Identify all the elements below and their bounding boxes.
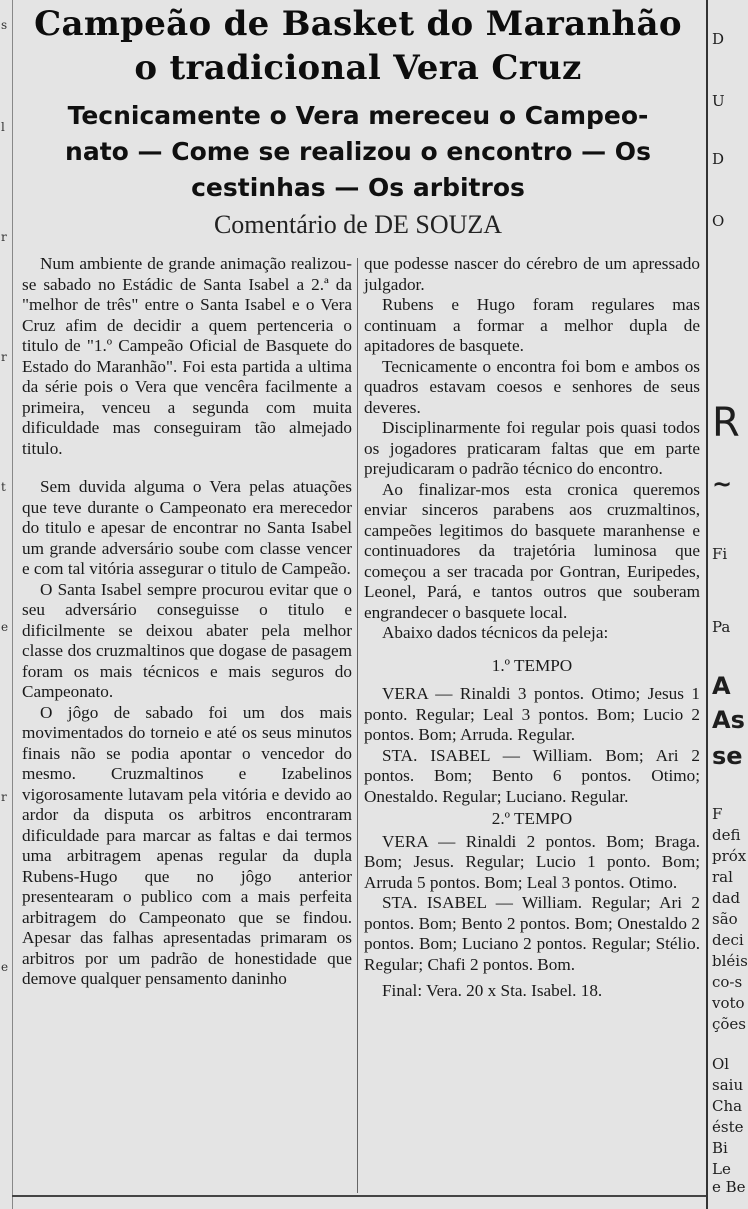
right-margin-fragment: ral (712, 868, 733, 886)
right-margin-fragment: próx (712, 847, 747, 865)
left-margin-fragment: l (1, 120, 5, 134)
right-margin-fragment: O (712, 212, 725, 230)
right-margin-fragment: R (712, 400, 740, 446)
headline-line-1: Campeão de Basket do Maranhão (34, 4, 682, 44)
paragraph: Disciplinarmente foi regular pois quasi todos os jogadores praticaram faltas que em parte prejudicaram o padrão técnico do encontro. (364, 418, 700, 478)
right-margin-fragment: bléis (712, 952, 748, 970)
paragraph: que podesse nascer do cérebro de um apressado julgador. (364, 254, 700, 294)
right-margin-fragment: A (712, 672, 731, 700)
first-half-santa-isabel-stats: STA. ISABEL — William. Bom; Ari 2 pontos. Bom; Bento 6 pontos. Otimo; Onestaldo. Regular; Luciano. Regular. (364, 745, 700, 806)
right-margin-fragment: éste (712, 1118, 744, 1136)
paragraph: Num ambiente de grande animação realizou-se sabado no Estádic de Santa Isabel a 2.ª da "melhor de três" entre o Santa Isabel e o Vera Cruz afim de decidir a quem pertenceria o titulo de "1.º Campeão Oficial de Basquete do Estado do Maranhão". Foi esta partida a ultima da série pois o Vera que vencêra facilmente a primeira, venceu a segunda com muita dificuldade mas conseguiram tão almejado titulo. (22, 254, 352, 458)
right-margin-fragment: dad (712, 889, 741, 907)
right-margin-fragment: saiu (712, 1076, 744, 1094)
left-margin-fragment: s (1, 18, 8, 32)
paragraph: Sem duvida alguma o Vera pelas atuações que teve durante o Campeonato era merecedor do titulo e apesar de encontrar no Santa Isabel um grande adversário soube com classe vencer e com tal vitória assegurar o titulo de Campeão. (22, 477, 352, 578)
paragraph: O jôgo de sabado foi um dos mais movimentados do torneio e até os seus minutos finais não se podia apontar o vencedor do mesmo. Cruzmaltinos e Izabelinos vigorosamente lutavam pela vitória e devido ao ardor da disputa os arbitros encontraram dificuldade para marcar as faltas e dai termos uma arbitragem apenas regular da dupla Rubens-Hugo que no jôgo anterior presentearam o publico com a mais perfeita arbitragem do Campeonato que se findou. Apesar das falhas apresentadas primaram os arbitros por um padrão de honestidade que demove qualquer pensamento daninho (22, 702, 352, 988)
first-half-vera-stats: VERA — Rinaldi 3 pontos. Otimo; Jesus 1 ponto. Regular; Leal 3 pontos. Bom; Lucio 2 pontos. Bom; Arruda. Regular. (364, 684, 700, 744)
column-divider (357, 258, 358, 1193)
paragraph: Abaixo dados técnicos da peleja: (382, 623, 609, 642)
right-margin-fragment: defi (712, 826, 741, 844)
headline (14, 2, 702, 90)
second-half-santa-isabel-stats: STA. ISABEL — William. Regular; Ari 2 pontos. Bom; Bento 2 pontos. Bom; Onestaldo 2 pontos. Bom; Luciano 2 pontos. Regular; Stélio. Regular; Chafi 2 pontos. Bom. (364, 893, 700, 974)
right-margin-fragment: deci (712, 931, 744, 949)
right-margin-fragment: Cha (712, 1097, 743, 1115)
right-margin-fragment: Le (712, 1160, 731, 1178)
left-margin-fragment: r (1, 350, 7, 364)
first-half-heading: 1.º TEMPO (491, 655, 573, 675)
right-margin-fragment: voto (712, 994, 745, 1012)
right-margin-fragment: Fi (712, 545, 728, 563)
paragraph: Rubens e Hugo foram regulares mas continuam a formar a melhor dupla de apitadores de basquete. (364, 295, 700, 355)
right-margin-fragment: D (712, 30, 725, 48)
final-score: Final: Vera. 20 x Sta. Isabel. 18. (382, 981, 603, 1000)
left-margin-fragment: r (1, 230, 7, 244)
second-half-vera-stats: VERA — Rinaldi 2 pontos. Bom; Braga. Bom; Jesus. Regular; Lucio 1 ponto. Bom; Arruda 5 pontos. Bom; Leal 3 pontos. Otimo. (364, 831, 700, 892)
right-margin-fragment: co-s (712, 973, 743, 991)
bottom-rule (12, 1195, 706, 1197)
left-margin-fragment: e (1, 960, 9, 974)
left-margin-fragment: t (1, 480, 6, 494)
left-margin-strip (0, 0, 13, 1209)
right-margin-fragment: F (712, 805, 723, 823)
right-text-column (364, 254, 700, 1002)
adjacent-column-fragment (706, 0, 748, 1209)
right-margin-fragment: se (712, 742, 743, 770)
headline-line-2: o tradicional Vera Cruz (134, 48, 582, 88)
right-margin-fragment: ~ (712, 470, 733, 498)
subheadline (14, 98, 702, 206)
left-margin-fragment: r (1, 790, 7, 804)
left-text-column (22, 254, 352, 990)
right-margin-fragment: Pa (712, 618, 731, 636)
paragraph: Ao finalizar-mos esta cronica queremos enviar sinceros parabens aos cruzmaltinos, campeões legitimos do basquete maranhense e continuadores da trajetória luminosa que começou a ser tracada por Gontran, Euripedes, Leonel, Pará, e tantos outros que souberam engrandecer o basquete local. (364, 479, 700, 622)
paragraph: O Santa Isabel sempre procurou evitar que o seu adversário conseguisse o titulo e dificilmente se deixou abater pela melhor classe dos cruzmaltinos que dogase de pasagem foram os mais técnicos e mais seguros do Campeonato. (22, 579, 352, 701)
subheadline-line-1: Tecnicamente o Vera mereceu o Campeo- (67, 101, 649, 130)
paragraph: Tecnicamente o encontra foi bom e ambos os quadros estavam coesos e senhores de seus deveres. (364, 356, 700, 417)
right-margin-fragment: e Be (712, 1178, 746, 1196)
subheadline-line-2: nato — Come se realizou o encontro — Os (65, 137, 651, 166)
second-half-heading: 2.º TEMPO (491, 809, 573, 828)
right-margin-fragment: são (712, 910, 738, 928)
right-margin-fragment: As (712, 706, 745, 734)
subheadline-line-3: cestinhas — Os arbitros (191, 173, 525, 202)
byline: Comentário de DE SOUZA (213, 210, 503, 239)
article (14, 0, 702, 1209)
right-margin-fragment: Bi (712, 1139, 728, 1157)
left-margin-fragment: e (1, 620, 9, 634)
right-margin-fragment: D (712, 150, 725, 168)
right-margin-fragment: ções (712, 1015, 747, 1033)
right-margin-fragment: Ol (712, 1055, 730, 1073)
right-margin-fragment: U (712, 92, 725, 110)
